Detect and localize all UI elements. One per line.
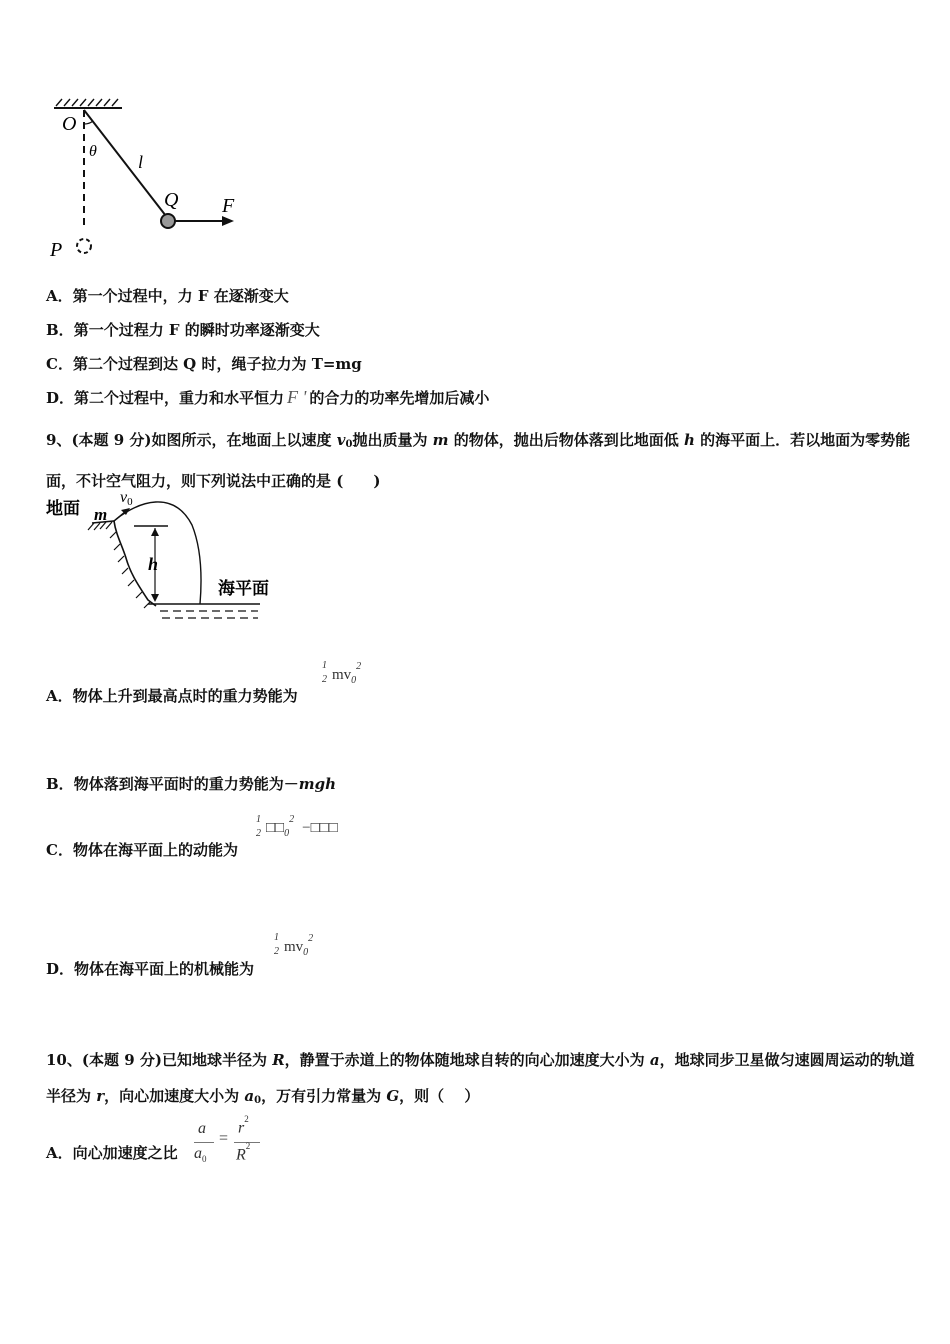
q8-option-c: C．第二个过程到达 Q 时，绳子拉力为 T=mg: [46, 355, 362, 373]
label-l: l: [138, 152, 144, 172]
label-mass: m: [94, 505, 108, 524]
ratio-formula: a $a_0$ = $r^2$ $R^2$: [192, 1118, 272, 1170]
q9-option-c: C．物体在海平面上的动能为: [46, 841, 238, 859]
label-Q: Q: [164, 189, 179, 211]
q9-option-a: A．物体上升到最高点时的重力势能为: [46, 687, 298, 705]
projectile-figure: [44, 490, 294, 630]
label-v0: v0: [120, 490, 133, 508]
q8-option-d: D．第二个过程中，重力和水平恒力 F ' 的合力的功率先增加后减小: [46, 387, 490, 407]
f-prime-symbol: F ': [287, 387, 307, 407]
q10-option-a: A．向心加速度之比: [46, 1144, 178, 1162]
label-O: O: [62, 113, 77, 135]
label-P: P: [50, 239, 63, 261]
label-h: h: [148, 554, 159, 574]
q8-option-a: A．第一个过程中，力 F 在逐渐变大: [46, 287, 289, 305]
pendulum-figure: [44, 96, 254, 266]
question-10-stem: 10、(本题 9 分)已知地球半径为 R，静置于赤道上的物体随地球自转的向心加速度大小为 a，地球同步卫星做匀速圆周运动的轨道半径为 r，向心加速度大小为 $a_0$，万有引力常量为 G，则（ ）: [46, 1051, 915, 1106]
label-ground: 地面: [46, 499, 80, 519]
question-9-stem: 9、(本题 9 分)如图所示，在地面上以速度 $v_0$抛出质量为 m 的物体，抛出后物体落到比地面低 h 的海平面上．若以地面为零势能面，不计空气阻力，则下列说法中正确的是 ( ): [46, 431, 911, 490]
q8-option-b: B．第一个过程力 F 的瞬时功率逐渐变大: [46, 321, 320, 339]
label-F: F: [222, 195, 235, 217]
label-theta: θ: [89, 143, 97, 160]
q9-option-b: B．物体落到海平面时的重力势能为－mgh: [46, 775, 336, 793]
q9-option-d: D．物体在海平面上的机械能为: [46, 960, 255, 978]
label-sea-level: 海平面: [218, 579, 269, 599]
